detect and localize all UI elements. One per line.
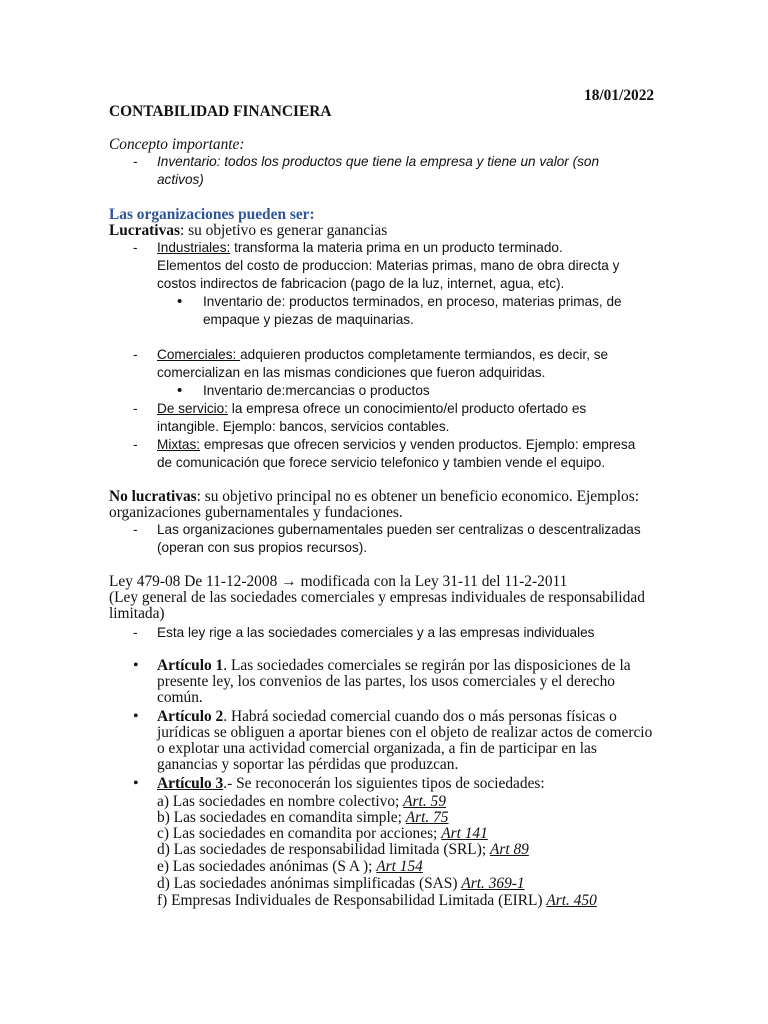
article-reference: Art. 59 [403, 793, 446, 810]
articulo2-line1 [157, 709, 617, 725]
tipo-d-sas [157, 876, 525, 892]
mixtas-line2: de comunicación que forece servicio telefonico y tambien vende el equipo. [157, 455, 606, 470]
tipo-b [157, 810, 449, 826]
tipo-text: b) Las sociedades en comandita simple; [157, 809, 406, 826]
lucrativas-text: : su objetivo es generar ganancias [179, 222, 388, 239]
comerciales-text: adquieren productos completamente termiandos, es decir, se [240, 347, 609, 362]
servicio-label: De servicio: [157, 401, 229, 416]
articulo2-line3: o explotar una actividad comercial organizada, a fin de participar en las [157, 740, 597, 757]
ley-line2: (Ley general de las sociedades comerciales y empresas individuales de responsabilidad [109, 589, 645, 606]
ley-line3: limitada) [109, 605, 165, 622]
dash-bullet: - [133, 347, 138, 362]
tipo-text: c) Las sociedades en comandita por acciones; [157, 825, 442, 842]
industriales-line3: costos indirectos de fabricacion (pago de la luz, internet, agua, etc). [157, 276, 565, 291]
dash-bullet: - [133, 522, 138, 537]
articulo2-text: . Habrá sociedad comercial cuando dos o más personas físicas o [223, 708, 617, 725]
no-lucrativas-label: No lucrativas [109, 488, 197, 505]
tipo-text: f) Empresas Individuales de Responsabilidad Limitada (EIRL) [157, 892, 547, 909]
mixtas-line1 [157, 436, 635, 454]
tipo-d [157, 842, 529, 858]
tipo-text: e) Las sociedades anónimas (S A ); [157, 858, 377, 875]
orgs-heading: Las organizaciones pueden ser: [109, 206, 315, 223]
document-date: 18/01/2022 [584, 87, 655, 104]
no-lucrativas-line2: organizaciones gubernamentales y fundaciones. [109, 504, 403, 521]
industriales-text: transforma la materia prima en un producto terminado. [230, 240, 563, 255]
articulo3-label: Artículo 3 [157, 775, 224, 792]
article-reference: Art 154 [376, 858, 423, 875]
bullet-dot: • [177, 382, 183, 399]
ley-number: Ley 479-08 De 11-12-2008 [109, 573, 278, 590]
industriales-inventory-line2: empaque y piezas de maquinarias. [203, 312, 414, 327]
comerciales-inventory: Inventario de:mercancias o productos [203, 383, 430, 398]
tipo-c [157, 826, 488, 842]
article-reference: Art 141 [441, 825, 488, 842]
dash-bullet: - [133, 154, 138, 169]
arrow-right-icon: → [281, 573, 297, 590]
servicio-text: la empresa ofrece un conocimiento/el producto ofertado es [228, 401, 587, 416]
articulo1-text: . Las sociedades comerciales se regirán por las disposiciones de la [223, 657, 631, 674]
concept-inventory-line2: activos) [157, 172, 204, 187]
ley-modification: modificada con la Ley 31-11 del 11-2-2011 [300, 573, 568, 590]
industriales-inventory-line1: Inventario de: productos terminados, en proceso, materias primas, de [203, 294, 622, 309]
comerciales-line1 [157, 346, 608, 364]
servicio-line1 [157, 400, 586, 418]
articulo3-text: .- Se reconocerán los siguientes tipos de sociedades: [223, 775, 545, 792]
articulo1-line2: presente ley, los convenios de las partes, los usos comerciales y el derecho [157, 673, 616, 690]
bullet-dot: • [177, 293, 183, 310]
dash-bullet: - [133, 437, 138, 452]
articulo2-line2: jurídicas se obliguen a aportar bienes con el objeto de realizar actos de comercio [157, 724, 653, 741]
mixtas-label: Mixtas: [157, 437, 201, 452]
article-reference: Art. 369-1 [461, 875, 525, 892]
ley-line1 [109, 574, 567, 590]
bullet-dot: • [133, 657, 139, 674]
article-reference: Art 89 [489, 841, 529, 858]
tipo-text: d) Las sociedades de responsabilidad limitada (SRL); [157, 841, 490, 858]
industriales-line1 [157, 239, 563, 257]
servicio-line2: intangible. Ejemplo: bancos, servicios contables. [157, 419, 450, 434]
articulo3-line1 [157, 776, 545, 792]
comerciales-label: Comerciales: [157, 347, 241, 362]
articulo2-line4: ganancias y soportar las pérdidas que produzcan. [157, 756, 459, 773]
bullet-dot: • [133, 775, 139, 792]
comerciales-line2: comercializan en las mismas condiciones que fueron adquiridas. [157, 365, 546, 380]
no-lucrativas-line1 [109, 489, 639, 505]
concept-inventory-line1: Inventario: todos los productos que tiene la empresa y tiene un valor (son [157, 154, 600, 169]
no-lucrativas-bullet-line2: (operan con sus propios recursos). [157, 540, 368, 555]
bullet-dot: • [133, 708, 139, 725]
no-lucrativas-bullet-line1: Las organizaciones gubernamentales pueden ser centralizas o descentralizadas [157, 522, 641, 537]
tipo-e [157, 859, 423, 875]
industriales-label: Industriales: [157, 240, 231, 255]
tipo-f [157, 893, 597, 909]
articulo1-line3: común. [157, 689, 203, 706]
dash-bullet: - [133, 240, 138, 255]
lucrativas-label: Lucrativas [109, 222, 180, 239]
concept-heading: Concepto importante: [109, 136, 245, 153]
article-reference: Art. 450 [546, 892, 597, 909]
articulo1-label: Artículo 1 [157, 657, 224, 674]
article-reference: Art. 75 [405, 809, 449, 826]
articulo1-line1 [157, 658, 631, 674]
dash-bullet: - [133, 625, 138, 640]
articulo2-label: Artículo 2 [157, 708, 224, 725]
tipo-text: d) Las sociedades anónimas simplificadas (SAS) [157, 875, 462, 892]
lucrativas-line [109, 223, 387, 239]
document-title: CONTABILIDAD FINANCIERA [109, 103, 332, 120]
ley-note: Esta ley rige a las sociedades comerciales y a las empresas individuales [157, 625, 595, 640]
mixtas-text: empresas que ofrecen servicios y venden productos. Ejemplo: empresa [200, 437, 636, 452]
industriales-line2: Elementos del costo de produccion: Materias primas, mano de obra directa y [157, 258, 620, 273]
dash-bullet: - [133, 401, 138, 416]
tipo-text: a) Las sociedades en nombre colectivo; [157, 793, 404, 810]
no-lucrativas-text: : su objetivo principal no es obtener un beneficio economico. Ejemplos: [196, 488, 640, 505]
tipo-a [157, 794, 446, 810]
